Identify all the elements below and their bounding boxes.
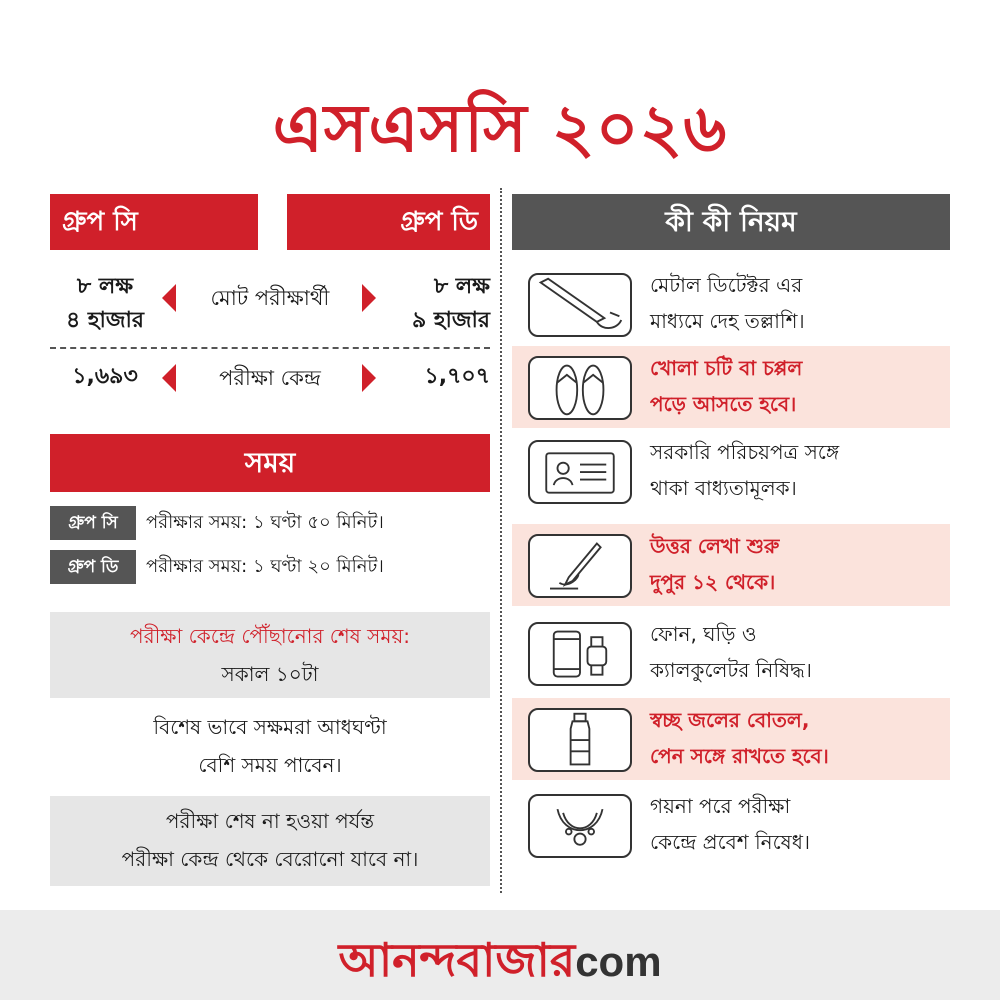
sandals-icon xyxy=(528,356,632,420)
rule-text xyxy=(650,616,946,688)
rule-text-line2: কেন্দ্রে প্রবেশ নিষেধ। xyxy=(650,830,811,854)
group-d-examinees-line2: ৯ হাজার xyxy=(411,308,490,333)
rule-text-line1: স্বচ্ছ জলের বোতল, xyxy=(650,708,810,732)
group-c-examinees-line2: ৪ হাজার xyxy=(65,308,145,333)
group-d-tag: গ্রুপ ডি xyxy=(50,550,136,584)
group-d-centres: ১,৭০৭ xyxy=(424,364,490,389)
special-needs-box xyxy=(50,708,490,788)
rule-text-line2: পড়ে আসতে হবে। xyxy=(650,392,797,416)
special-needs-line2: বেশি সময় পাবেন। xyxy=(198,753,342,777)
timing-row-group-c xyxy=(50,506,490,540)
brand-name: আনন্দবাজার xyxy=(338,933,576,987)
rule-text-line1: উত্তর লেখা শুরু xyxy=(650,534,780,558)
rule-text-line2: ক্যালকুলেটর নিষিদ্ধ। xyxy=(650,658,812,682)
dashed-separator xyxy=(50,347,490,349)
rule-text xyxy=(650,788,946,860)
rule-item xyxy=(512,784,950,866)
rule-item xyxy=(512,612,950,694)
water-bottle-icon xyxy=(528,708,632,772)
group-d-examinees-line1: ৮ লক্ষ xyxy=(433,274,490,299)
arrow-right-icon xyxy=(362,284,376,312)
rule-text xyxy=(650,528,946,600)
group-c-examinees-line1: ৮ লক্ষ xyxy=(76,274,134,299)
rule-item xyxy=(512,346,950,428)
rule-item xyxy=(512,430,950,512)
reach-time-value: সকাল ১০টা xyxy=(221,662,319,686)
group-d-duration: পরীক্ষার সময়: ১ ঘণ্টা ২০ মিনিট। xyxy=(146,556,384,577)
footer xyxy=(0,910,1000,1000)
timing-header: সময় xyxy=(50,434,490,492)
group-c-centres: ১,৬৯৩ xyxy=(72,364,138,389)
leave-rule-line2: পরীক্ষা কেন্দ্র থেকে বেরোনো যাবে না। xyxy=(121,847,419,871)
rule-text-line2: পেন সঙ্গে রাখতে হবে। xyxy=(650,744,829,768)
metal-detector-icon xyxy=(528,273,632,337)
arrow-left-icon xyxy=(162,284,176,312)
group-c-duration: পরীক্ষার সময়: ১ ঘণ্টা ৫০ মিনিট। xyxy=(146,512,384,533)
group-d-header: গ্রুপ ডি xyxy=(287,194,490,250)
rule-item xyxy=(512,263,950,345)
examinees-row xyxy=(50,270,490,340)
rule-text xyxy=(650,434,946,506)
rule-text xyxy=(650,350,946,422)
rule-text xyxy=(650,267,946,339)
group-c-header: গ্রুপ সি xyxy=(50,194,258,250)
rule-text-line2: থাকা বাধ্যতামূলক। xyxy=(650,476,797,500)
timing-row-group-d xyxy=(50,550,490,584)
centres-label: পরীক্ষা কেন্দ্র xyxy=(219,366,321,390)
reach-time-label: পরীক্ষা কেন্দ্রে পৌঁছানোর শেষ সময়: xyxy=(130,624,410,648)
page-title: এসএসসি ২০২৬ xyxy=(272,90,728,167)
rule-text xyxy=(650,702,946,774)
column-divider xyxy=(500,188,502,893)
rules-header: কী কী নিয়ম xyxy=(512,194,950,250)
jewellery-icon xyxy=(528,794,632,858)
arrow-right-icon xyxy=(362,364,376,392)
leave-rule-line1: পরীক্ষা শেষ না হওয়া পর্যন্ত xyxy=(165,809,375,833)
special-needs-line1: বিশেষ ভাবে সক্ষমরা আধঘণ্টা xyxy=(153,715,387,739)
id-card-icon xyxy=(528,440,632,504)
rule-text-line1: গয়না পরে পরীক্ষা xyxy=(650,794,791,818)
reach-time-box xyxy=(50,612,490,698)
group-d-examinees xyxy=(380,270,490,338)
group-c-examinees xyxy=(50,270,160,338)
rule-text-line1: সরকারি পরিচয়পত্র সঙ্গে xyxy=(650,440,840,464)
brand-suffix: com xyxy=(575,938,662,985)
examinees-label: মোট পরীক্ষার্থী xyxy=(210,286,330,310)
arrow-left-icon xyxy=(162,364,176,392)
rule-text-line2: দুপুর ১২ থেকে। xyxy=(650,570,776,594)
rule-text-line1: মেটাল ডিটেক্টর এর xyxy=(650,273,803,297)
pen-writing-icon xyxy=(528,534,632,598)
brand-logo xyxy=(0,926,1000,1000)
rule-item xyxy=(512,698,950,780)
group-c-tag: গ্রুপ সি xyxy=(50,506,136,540)
rule-text-line2: মাধ্যমে দেহ তল্লাশি। xyxy=(650,309,805,333)
rule-item xyxy=(512,524,950,606)
rule-text-line1: খোলা চটি বা চপ্পল xyxy=(650,356,803,380)
leave-rule-box xyxy=(50,796,490,886)
centres-row xyxy=(50,358,490,398)
rule-text-line1: ফোন, ঘড়ি ও xyxy=(650,622,757,646)
phone-watch-icon xyxy=(528,622,632,686)
